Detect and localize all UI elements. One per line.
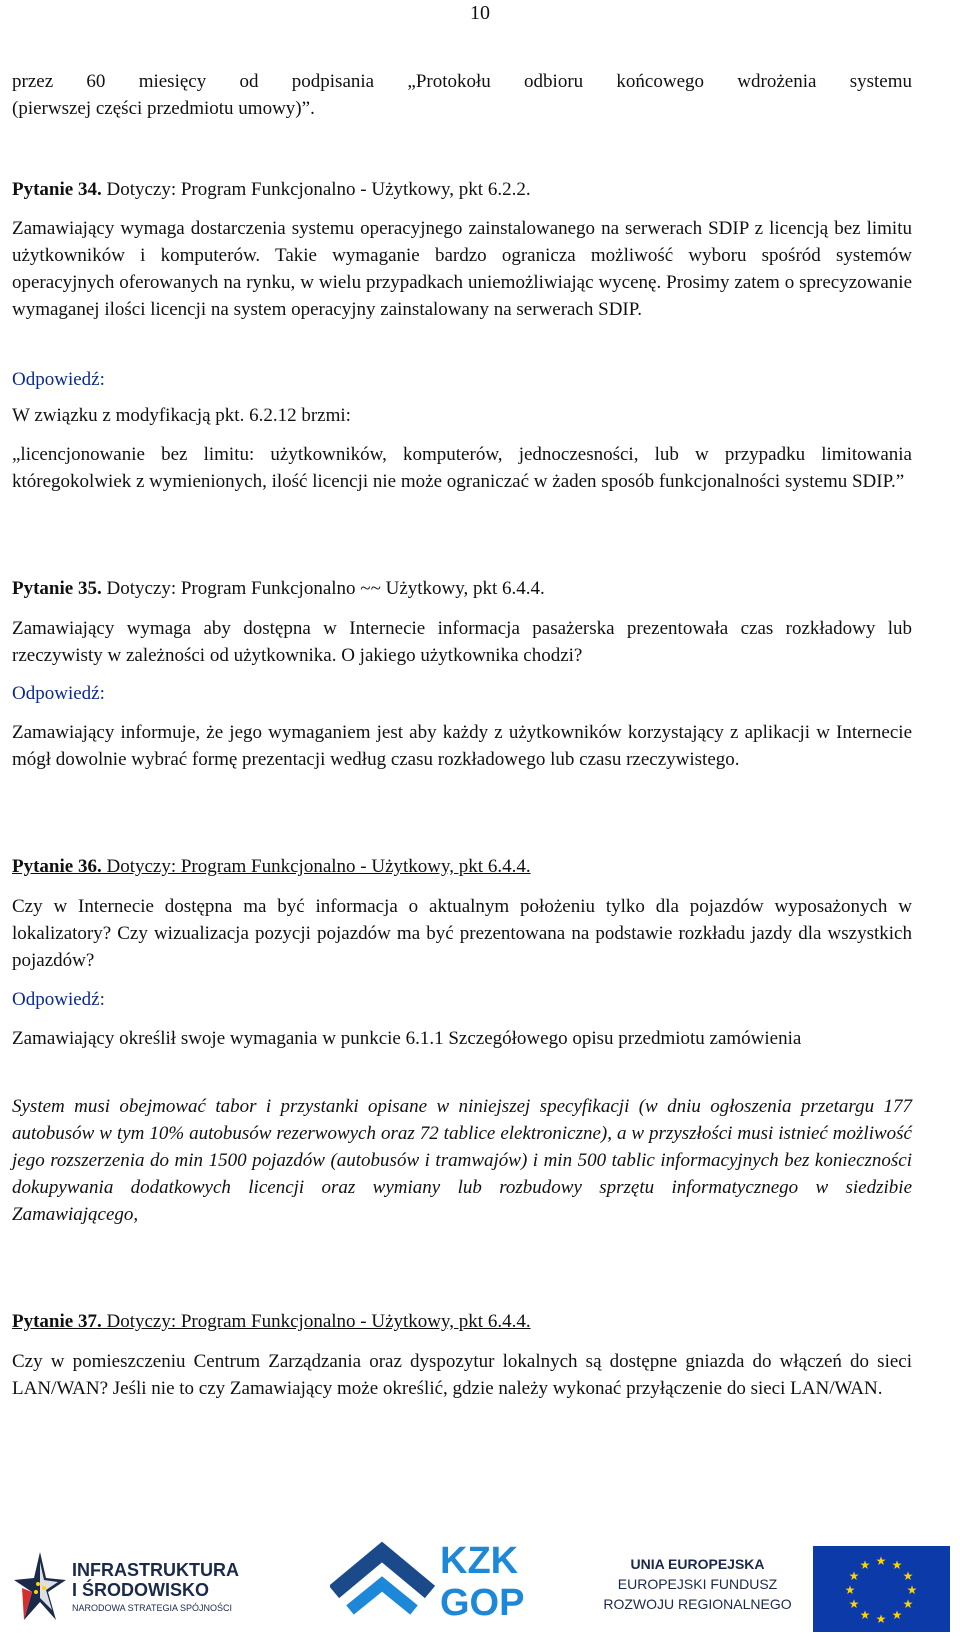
eu-logo-text bbox=[590, 1554, 805, 1614]
question-36-answer: Zamawiający określił swoje wymagania w punkcie 6.1.1 Szczegółowego opisu przedmiotu zamówienia bbox=[12, 1028, 802, 1049]
question-34-answer-label: Odpowiedź: bbox=[12, 369, 105, 390]
question-35-topic: Dotyczy: Program Funkcjonalno ~~ Użytkowy, pkt 6.4.4. bbox=[101, 578, 545, 599]
footer-logos bbox=[0, 1540, 960, 1633]
svg-text:★: ★ bbox=[859, 1558, 871, 1572]
svg-text:★: ★ bbox=[902, 1569, 914, 1583]
kzk-gop-logo bbox=[330, 1540, 550, 1632]
question-36-heading bbox=[12, 853, 912, 880]
question-35-heading bbox=[12, 575, 912, 602]
svg-text:★: ★ bbox=[906, 1583, 918, 1597]
question-34-body: Zamawiający wymaga dostarczenia systemu operacyjnego zainstalowanego na serwerach SDIP z licencją bez limitu użytkowników i komputerów. Takie wymaganie bardzo ogranicza możliwość wyboru spośród systemów operacyjnych oferowanych na rynku, w wielu przypadkach uniemożliwiając wycenę. Prosimy zatem o sprecyzowanie wymaganej ilości licencji na system operacyjny zainstalowany na serwerach SDIP. bbox=[12, 218, 912, 320]
eu-line-3: ROZWOJU REGIONALNEGO bbox=[603, 1596, 792, 1612]
svg-text:★: ★ bbox=[848, 1569, 860, 1583]
svg-text:★: ★ bbox=[891, 1608, 903, 1622]
question-35-body: Zamawiający wymaga aby dostępna w Internecie informacja pasażerska prezentowała czas rozkładowy lub rzeczywisty w zależności od użytkownika. O jakiego użytkownika chodzi? bbox=[12, 618, 912, 666]
infrastruktura-line-2: I ŚRODOWISKO bbox=[72, 1580, 210, 1600]
kzk-line-1: KZK bbox=[440, 1540, 519, 1582]
eu-flag bbox=[813, 1546, 950, 1632]
question-36-body: Czy w Internecie dostępna ma być informacja o aktualnym położeniu tylko dla pojazdów wyposażonych w lokalizatory? Czy wizualizacja pozycji pojazdów ma być prezentowana na podstawie rozkładu jazdy dla wszystkich pojazdów? bbox=[12, 896, 912, 971]
svg-text:★: ★ bbox=[848, 1597, 860, 1611]
question-37-label: Pytanie 37. bbox=[12, 1311, 102, 1332]
eu-stars-icon bbox=[813, 1546, 950, 1632]
svg-text:★: ★ bbox=[859, 1608, 871, 1622]
kzk-line-2: GOP bbox=[440, 1582, 525, 1624]
question-37-heading bbox=[12, 1308, 912, 1335]
page-number: 10 bbox=[470, 2, 490, 24]
question-34-answer-quote: „licencjonowanie bez limitu: użytkowników, komputerów, jednoczesności, lub w przypadku limitowania któregokolwiek z wymienionych, ilość licencji nie może ograniczać w żaden sposób funkcjonalności systemu SDIP.” bbox=[12, 444, 912, 492]
eu-line-1: UNIA EUROPEJSKA bbox=[630, 1556, 765, 1572]
infrastruktura-srodowisko-logo bbox=[12, 1548, 252, 1628]
question-36-topic: Dotyczy: Program Funkcjonalno - Użytkowy, pkt 6.4.4. bbox=[101, 856, 531, 877]
question-36-answer-label: Odpowiedź: bbox=[12, 989, 105, 1010]
question-37-body: Czy w pomieszczeniu Centrum Zarządzania oraz dyspozytur lokalnych są dostępne gniazda do włączeń do sieci LAN/WAN? Jeśli nie to czy Zamawiający może określić, gdzie należy wykonać przyłączenie do sieci LAN/WAN. bbox=[12, 1351, 912, 1399]
svg-text:★: ★ bbox=[875, 1554, 887, 1568]
question-35-label: Pytanie 35. bbox=[12, 578, 102, 599]
question-36-spec-quote: System musi obejmować tabor i przystanki opisane w niniejszej specyfikacji (w dniu ogłoszenia przetargu 177 autobusów w tym 10% autobusów rezerwowych oraz 72 tablice elektroniczne), a w przyszłości musi istnieć możliwość jego rozszerzenia do min 1500 pojazdów (autobusów i tramwajów) i min 500 tablic informacyjnych bez konieczności dokupywania dodatkowych licencji oraz wymiany lub rozbudowy sprzętu informatycznego w siedzibie Zamawiającego, bbox=[12, 1096, 912, 1225]
svg-text:★: ★ bbox=[891, 1558, 903, 1572]
question-34-heading bbox=[12, 176, 912, 203]
question-36-label: Pytanie 36. bbox=[12, 856, 102, 877]
eu-line-2: EUROPEJSKI FUNDUSZ bbox=[617, 1576, 778, 1592]
svg-text:★: ★ bbox=[844, 1583, 856, 1597]
kzk-chevron-icon bbox=[330, 1540, 435, 1630]
question-34-answer-intro: W związku z modyfikacją pkt. 6.2.12 brzmi: bbox=[12, 405, 351, 426]
question-35-answer: Zamawiający informuje, że jego wymaganiem jest aby każdy z użytkowników korzystający z aplikacji w Internecie mógł dowolnie wybrać formę prezentacji według czasu rozkładowego lub czasu rzeczywistego. bbox=[12, 722, 912, 770]
infrastruktura-line-3: NARODOWA STRATEGIA SPÓJNOŚCI bbox=[72, 1603, 233, 1613]
question-34-label: Pytanie 34. bbox=[12, 179, 102, 200]
intro-line-1: przez 60 miesięcy od podpisania „Protokołu odbioru końcowego wdrożenia systemu bbox=[12, 71, 912, 92]
question-37-topic: Dotyczy: Program Funkcjonalno - Użytkowy, pkt 6.4.4. bbox=[101, 1311, 531, 1332]
infrastruktura-logo-text bbox=[72, 1560, 239, 1600]
kzk-gop-logo-text bbox=[440, 1540, 524, 1624]
intro-paragraph bbox=[12, 68, 912, 122]
nss-star-icon bbox=[12, 1548, 68, 1628]
intro-line-2: (pierwszej części przedmiotu umowy)”. bbox=[12, 98, 315, 119]
svg-text:★: ★ bbox=[875, 1612, 887, 1626]
question-34-topic: Dotyczy: Program Funkcjonalno - Użytkowy, pkt 6.2.2. bbox=[101, 179, 531, 200]
infrastruktura-line-1: INFRASTRUKTURA bbox=[72, 1560, 239, 1580]
svg-text:★: ★ bbox=[902, 1597, 914, 1611]
question-35-answer-label: Odpowiedź: bbox=[12, 683, 105, 704]
eu-erdf-logo bbox=[590, 1546, 960, 1632]
